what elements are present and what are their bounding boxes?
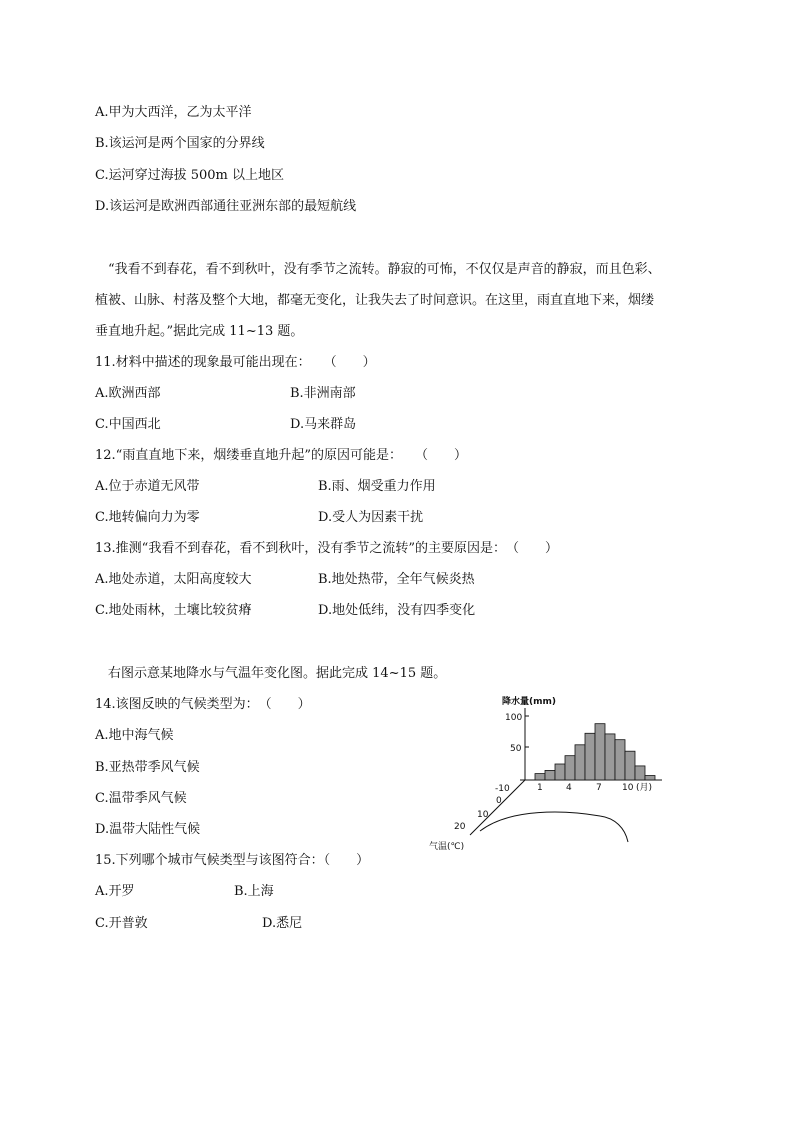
temperature-curve bbox=[480, 812, 628, 842]
precip-bar-month-4 bbox=[565, 756, 575, 780]
question-11-stem: 11.材料中描述的现象最可能出现在： （ ） bbox=[95, 355, 376, 370]
precip-bars bbox=[535, 724, 655, 780]
section-intro-14-15: 右图示意某地降水与气温年变化图。据此完成 14~15 题。 bbox=[108, 666, 447, 681]
passage-line-3: 垂直地升起。”据此完成 11~13 题。 bbox=[95, 324, 304, 339]
question-11-option-a: A.欧洲西部 bbox=[95, 386, 161, 401]
precip-bar-month-11 bbox=[635, 766, 645, 780]
option-d-top: D.该运河是欧洲西部通往亚洲东部的最短航线 bbox=[95, 199, 357, 214]
temp-tick-label-0: 0 bbox=[496, 796, 502, 806]
precip-tick-label-50: 50 bbox=[510, 744, 522, 754]
question-13-option-c: C.地处雨林，土壤比较贫瘠 bbox=[95, 603, 252, 618]
temp-tick-label-neg10: -10 bbox=[495, 784, 510, 794]
precip-bar-month-1 bbox=[535, 774, 545, 780]
question-12-stem: 12.“雨直直地下来，烟缕垂直地升起”的原因可能是： （ ） bbox=[95, 448, 467, 463]
question-12-option-a: A.位于赤道无风带 bbox=[95, 479, 200, 494]
precip-bar-month-12 bbox=[645, 776, 655, 780]
month-tick-10: 10 bbox=[622, 783, 634, 793]
temp-axis-label: 气温(℃) bbox=[429, 842, 465, 850]
question-15-option-d: D.悉尼 bbox=[262, 916, 303, 931]
question-15-option-a: A.开罗 bbox=[95, 884, 135, 899]
option-b-top: B.该运河是两个国家的分界线 bbox=[95, 136, 265, 151]
passage-line-1: “我看不到春花，看不到秋叶，没有季节之流转。静寂的可怖，不仅仅是声音的静寂，而且色彩、 bbox=[108, 262, 661, 277]
question-14-option-c: C.温带季风气候 bbox=[95, 791, 187, 806]
question-15-option-c: C.开普敦 bbox=[95, 916, 148, 931]
question-11-option-c: C.中国西北 bbox=[95, 417, 161, 432]
question-12-option-b: B.雨、烟受重力作用 bbox=[318, 479, 436, 494]
precip-bar-month-5 bbox=[575, 745, 585, 780]
option-c-top: C.运河穿过海拔 500m 以上地区 bbox=[95, 168, 285, 183]
question-11-option-b: B.非洲南部 bbox=[290, 386, 356, 401]
question-12-option-c: C.地转偏向力为零 bbox=[95, 510, 200, 525]
question-14-option-b: B.亚热带季风气候 bbox=[95, 760, 200, 775]
question-13-option-a: A.地处赤道，太阳高度较大 bbox=[95, 572, 252, 587]
question-13-option-b: B.地处热带，全年气候炎热 bbox=[318, 572, 475, 587]
precip-bar-month-10 bbox=[625, 751, 635, 780]
temp-tick-label-10: 10 bbox=[477, 810, 489, 820]
precip-tick-label-100: 100 bbox=[505, 713, 523, 723]
question-11-option-d: D.马来群岛 bbox=[290, 417, 357, 432]
month-tick-4: 4 bbox=[566, 783, 572, 793]
question-13-stem: 13.推测“我看不到春花，看不到秋叶，没有季节之流转”的主要原因是： （ ） bbox=[95, 541, 558, 556]
month-unit-label: (月) bbox=[636, 783, 653, 793]
precip-axis-label: 降水量(mm) bbox=[502, 697, 556, 707]
temp-tick-label-20: 20 bbox=[454, 822, 466, 832]
question-15-stem: 15.下列哪个城市气候类型与该图符合：（ ） bbox=[95, 853, 370, 868]
precip-bar-month-9 bbox=[615, 740, 625, 780]
precip-bar-month-7 bbox=[595, 724, 605, 780]
question-13-option-d: D.地处低纬，没有四季变化 bbox=[318, 603, 476, 618]
option-a-top: A.甲为大西洋，乙为太平洋 bbox=[95, 105, 252, 120]
precip-bar-month-6 bbox=[585, 733, 595, 780]
question-15-option-b: B.上海 bbox=[234, 884, 274, 899]
month-tick-1: 1 bbox=[537, 783, 543, 793]
question-12-option-d: D.受人为因素干扰 bbox=[318, 510, 424, 525]
question-14-option-d: D.温带大陆性气候 bbox=[95, 822, 201, 837]
question-14-option-a: A.地中海气候 bbox=[95, 728, 174, 743]
climate-chart bbox=[425, 690, 675, 850]
precip-bar-month-8 bbox=[605, 734, 615, 780]
precip-bar-month-3 bbox=[555, 764, 565, 780]
precip-bar-month-2 bbox=[545, 770, 555, 780]
month-tick-7: 7 bbox=[596, 783, 602, 793]
question-14-stem: 14.该图反映的气候类型为： （ ） bbox=[95, 697, 311, 712]
passage-line-2: 植被、山脉、村落及整个大地，都毫无变化，让我失去了时间意识。在这里，雨直直地下来，烟缕 bbox=[95, 293, 655, 308]
